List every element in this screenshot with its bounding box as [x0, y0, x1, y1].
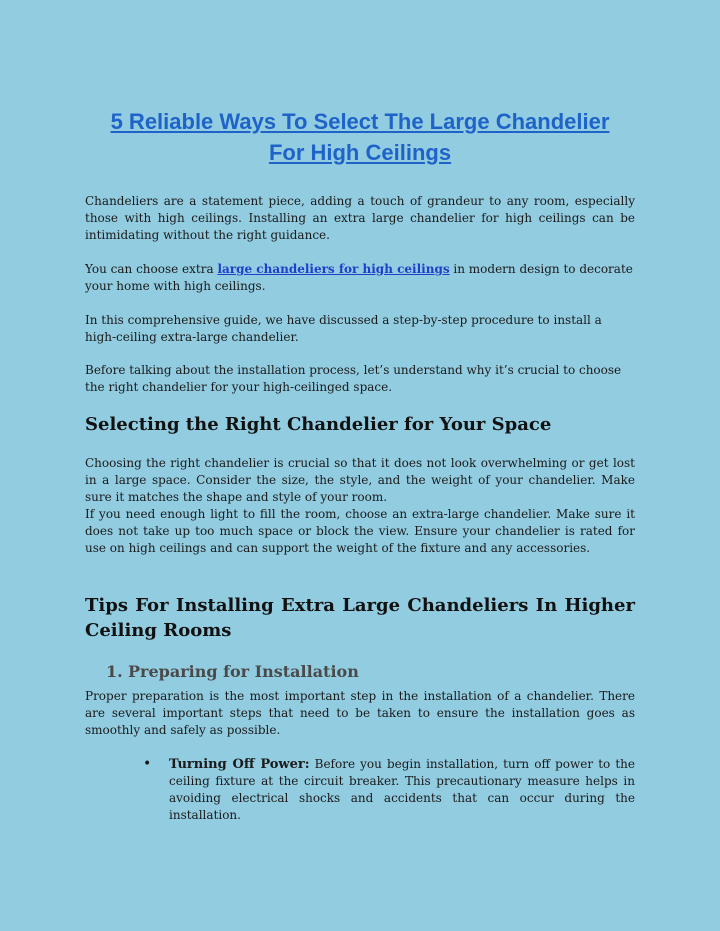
title-line-2: For High Ceilings — [268, 140, 452, 165]
intro-paragraph-2 — [85, 261, 635, 295]
subsection-heading-text: Preparing for Installation — [128, 662, 359, 681]
subsection-heading-preparing — [106, 661, 359, 683]
bullet-text — [169, 756, 635, 824]
section1-paragraph-2: If you need enough light to fill the room, choose an extra-large chandelier. Make sure it does not take up too much space or block the view. Ensure your chandelier is rated for use on high ceilings and can support the weight of the fixture and any accessories. — [85, 507, 635, 555]
heading-word: Tips — [85, 595, 128, 616]
section-heading-tips — [85, 593, 635, 643]
heading-word: For — [135, 595, 169, 616]
heading-word: Chandeliers — [407, 595, 529, 616]
page-title — [60, 106, 660, 168]
section-heading-tips-line-1 — [85, 593, 635, 618]
intro-paragraph-2-after: in modern design to decorate your home with high ceilings. — [85, 262, 633, 293]
bullet-icon: • — [143, 756, 152, 772]
heading-word: Large — [342, 595, 401, 616]
heading-word: Extra — [281, 595, 335, 616]
intro-paragraph-2-before: You can choose extra — [85, 262, 218, 276]
heading-word: Installing — [175, 595, 274, 616]
bullet-body: Before you begin installation, turn off power to the ceiling fixture at the circuit breaker. This precautionary measure helps in avoiding electrical shocks and accidents that can occur during the installation. — [169, 757, 635, 822]
section-heading-selecting: Selecting the Right Chandelier for Your Space — [85, 414, 552, 435]
heading-word: In — [535, 595, 558, 616]
intro-paragraph-3: In this comprehensive guide, we have discussed a step-by-step procedure to install a high-ceiling extra-large chandelier. — [85, 313, 602, 344]
bullet-label: Turning Off Power: — [169, 757, 310, 772]
section-heading-tips-line-2: Ceiling Rooms — [85, 620, 232, 641]
bullet-item-turning-off-power — [143, 756, 635, 824]
subsection1-paragraph-1: Proper preparation is the most important step in the installation of a chandelier. There are several important steps that need to be taken to ensure the installation goes as smoothly and safely as possible. — [85, 689, 635, 737]
intro-paragraph-1: Chandeliers are a statement piece, adding a touch of grandeur to any room, especially those with high ceilings. Installing an extra large chandelier for high ceilings can be intimidating without the right guidance. — [85, 194, 635, 242]
subsection-number: 1. — [106, 662, 123, 681]
chandeliers-link[interactable]: large chandeliers for high ceilings — [217, 262, 450, 276]
section1-paragraph-1: Choosing the right chandelier is crucial so that it does not look overwhelming or get lost in a large space. Consider the size, the style, and the weight of your chandelier. Make sure it matches the shape and style of your room. — [85, 456, 635, 504]
title-line-1: 5 Reliable Ways To Select The Large Chandelier — [110, 109, 610, 134]
intro-paragraph-4: Before talking about the installation process, let’s understand why it’s crucial to choose the right chandelier for your high-ceilinged space. — [85, 363, 622, 394]
heading-word: Higher — [564, 595, 635, 616]
